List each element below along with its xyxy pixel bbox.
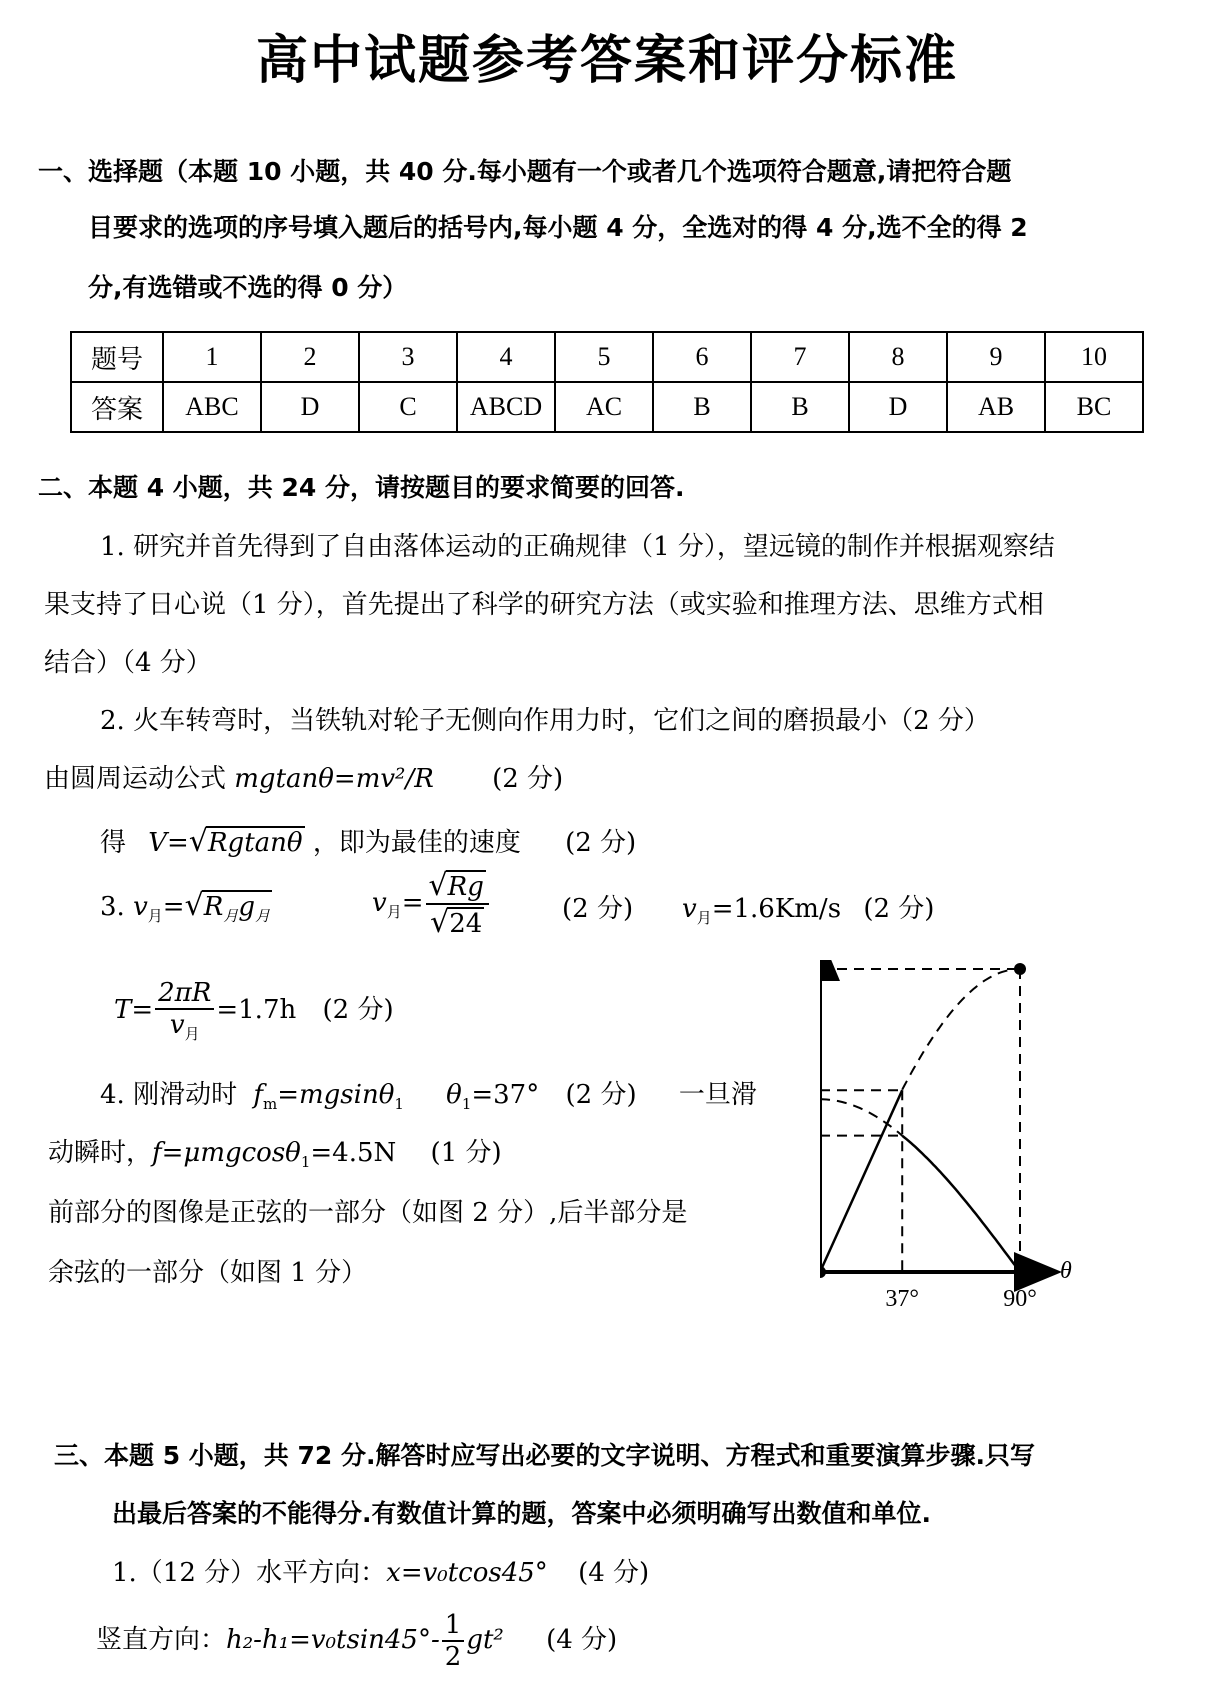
s3-q1-line2-prefix: 竖直方向： bbox=[96, 1625, 227, 1655]
q2-line3-score: (2 分) bbox=[565, 828, 637, 858]
q4-sub-1: 1 bbox=[394, 1095, 404, 1114]
answer-cell: B bbox=[653, 382, 751, 432]
q3-fraction bbox=[426, 868, 489, 940]
q2-line2-prefix: 由圆周运动公式 bbox=[44, 764, 227, 794]
q4-line1 bbox=[100, 1074, 757, 1113]
table-header-answer: 答案 bbox=[71, 382, 163, 432]
q4-fm: f bbox=[253, 1080, 263, 1110]
s3-q1-fraction bbox=[442, 1610, 465, 1672]
q4-line2-prefix: 动瞬时， bbox=[48, 1138, 153, 1168]
q3-v: v bbox=[682, 894, 697, 924]
q4-score2: (1 分) bbox=[430, 1138, 502, 1168]
q4-line3: 前部分的图像是正弦的一部分（如图 2 分）,后半部分是 bbox=[48, 1198, 688, 1228]
answer-cell: B bbox=[751, 382, 849, 432]
s3-q1-line2 bbox=[96, 1610, 617, 1672]
q3-v: v bbox=[372, 888, 387, 918]
answer-cell: ABCD bbox=[457, 382, 555, 432]
q2-line2-score: (2 分) bbox=[492, 764, 564, 794]
friction-chart bbox=[820, 960, 1190, 1410]
q3-r: R bbox=[203, 892, 224, 922]
q2-line3-radicand: Rgtanθ bbox=[207, 828, 303, 858]
question-number: 4 bbox=[457, 332, 555, 382]
q4-line2-value: =4.5N bbox=[310, 1138, 397, 1168]
section2-heading: 二、本题 4 小题，共 24 分，请按题目的要求简要的回答. bbox=[38, 473, 685, 502]
answer-table bbox=[70, 331, 1144, 433]
sqrt-sign: √ bbox=[430, 905, 450, 940]
question-number: 3 bbox=[359, 332, 457, 382]
q3-moon-sub: 月 bbox=[223, 907, 239, 926]
q3-T-fraction bbox=[155, 978, 214, 1044]
s3-q1-prefix: 1.（12 分）水平方向： bbox=[112, 1558, 387, 1588]
x-tick-label: 90° bbox=[1003, 1286, 1037, 1312]
q4-line1-prefix: 4. 刚滑动时 bbox=[100, 1080, 238, 1110]
q3-v: v bbox=[133, 892, 148, 922]
sqrt-sign: √ bbox=[188, 824, 208, 859]
static-friction-line bbox=[820, 1090, 902, 1272]
section1-line3: 分,有选错或不选的得 0 分） bbox=[88, 273, 408, 302]
q3-rad-den: 24 bbox=[449, 909, 483, 939]
question-number: 7 bbox=[751, 332, 849, 382]
answer-cell: BC bbox=[1045, 382, 1143, 432]
q4-line1-formula: =mgsinθ bbox=[277, 1080, 395, 1110]
q3-line1 bbox=[100, 888, 272, 926]
s3-q1-score: (4 分) bbox=[578, 1558, 650, 1588]
q3-radicand-1 bbox=[202, 890, 272, 926]
q4-score1: (2 分) bbox=[565, 1080, 637, 1110]
sqrt-sign: √ bbox=[428, 868, 448, 903]
section3-line2: 出最后答案的不能得分.有数值计算的题，答案中必须明确写出数值和单位. bbox=[112, 1499, 931, 1528]
q3-number: 3. bbox=[100, 892, 125, 922]
section1-line2: 目要求的选项的序号填入题后的括号内,每小题 4 分，全选对的得 4 分,选不全的得 2 bbox=[88, 213, 1028, 242]
q4-line4: 余弦的一部分（如图 1 分） bbox=[48, 1258, 368, 1288]
q3-formula-2 bbox=[372, 868, 491, 940]
section1-line1: 一、选择题（本题 10 小题，共 40 分.每小题有一个或者几个选项符合题意,请把符合题 bbox=[38, 157, 1012, 186]
question-number: 5 bbox=[555, 332, 653, 382]
q3-moon-sub: 月 bbox=[147, 907, 163, 926]
answer-cell: C bbox=[359, 382, 457, 432]
q3-result-value: =1.6Km/s bbox=[711, 894, 842, 924]
q4-line2 bbox=[48, 1132, 502, 1171]
question-number: 6 bbox=[653, 332, 751, 382]
q4-sub-1: 1 bbox=[461, 1095, 472, 1114]
x-axis-label: θ bbox=[1060, 1258, 1072, 1284]
answer-table-number-row bbox=[71, 332, 1143, 382]
q3-frac-num bbox=[426, 868, 489, 905]
section3-line1: 三、本题 5 小题，共 72 分.解答时应写出必要的文字说明、方程式和重要演算步骤.只写 bbox=[54, 1441, 1035, 1470]
answer-cell: ABC bbox=[163, 382, 261, 432]
answer-table-answer-row bbox=[71, 382, 1143, 432]
q3-frac-den bbox=[426, 905, 489, 940]
answer-cell: AC bbox=[555, 382, 653, 432]
sqrt-sign: √ bbox=[184, 888, 204, 923]
q4-tail: 一旦滑 bbox=[678, 1080, 757, 1110]
s3-q1-line2-tail: gt² bbox=[466, 1625, 504, 1655]
q4-sub-1: 1 bbox=[300, 1153, 311, 1172]
q2-line3-v: V= bbox=[148, 828, 189, 858]
q3-moon-sub: 月 bbox=[696, 909, 712, 928]
q2-line2 bbox=[44, 758, 563, 795]
q3-moon-sub: 月 bbox=[254, 907, 270, 926]
table-header-number: 题号 bbox=[71, 332, 163, 382]
q3-score1: (2 分) bbox=[562, 894, 634, 924]
q3-T-result: =1.7h bbox=[216, 995, 297, 1026]
data-point bbox=[1014, 963, 1026, 975]
s3-q1-line2-formula: h₂-h₁=v₀tsin45°- bbox=[226, 1625, 440, 1655]
q3-T-prefix: T= bbox=[114, 995, 154, 1026]
q3-result bbox=[682, 888, 934, 928]
q3-T-score: (2 分) bbox=[322, 995, 394, 1026]
origin-point bbox=[820, 1266, 826, 1278]
q4-sub-m: m bbox=[262, 1095, 278, 1114]
s3-q1-line2-score: (4 分) bbox=[546, 1625, 618, 1655]
q3-score2: (2 分) bbox=[863, 894, 935, 924]
q1-line1: 1. 研究并首先得到了自由落体运动的正确规律（1 分），望远镜的制作并根据观察结 bbox=[100, 532, 1055, 562]
q1-line2: 果支持了日心说（1 分），首先提出了科学的研究方法（或实验和推理方法、思维方式相 bbox=[44, 590, 1044, 620]
question-number: 10 bbox=[1045, 332, 1143, 382]
question-number: 2 bbox=[261, 332, 359, 382]
q3-T-num: 2πR bbox=[155, 978, 214, 1010]
x-tick-label: 37° bbox=[885, 1286, 920, 1312]
q2-formula: mgtanθ=mv²/R bbox=[234, 764, 434, 794]
q3-moon-sub: 月 bbox=[184, 1025, 200, 1044]
q4-line2-formula: f=μmgcosθ bbox=[152, 1138, 301, 1168]
s3-q1-formula: x=v₀tcos45° bbox=[386, 1558, 548, 1588]
q2-line3 bbox=[100, 822, 636, 859]
q3-moon-sub: 月 bbox=[386, 903, 402, 922]
s3-q1-line1 bbox=[112, 1552, 649, 1589]
q2-line3-prefix: 得 bbox=[100, 828, 127, 858]
q3-rad-num: Rg bbox=[447, 872, 484, 902]
q3-T-line bbox=[114, 978, 394, 1044]
q3-g: g bbox=[238, 892, 255, 922]
q3-eq: = bbox=[162, 892, 185, 922]
q2-line3-suffix: ，即为最佳的速度 bbox=[312, 828, 521, 858]
question-number: 8 bbox=[849, 332, 947, 382]
q4-theta: θ bbox=[446, 1080, 462, 1110]
q3-eq: = bbox=[401, 888, 424, 918]
q4-theta-value: =37° bbox=[471, 1080, 540, 1110]
question-number: 9 bbox=[947, 332, 1045, 382]
q1-line3: 结合）（4 分） bbox=[44, 648, 212, 678]
q3-T-den-v: v bbox=[169, 1010, 185, 1040]
question-number: 1 bbox=[163, 332, 261, 382]
page-title: 高中试题参考答案和评分标准 bbox=[255, 31, 958, 91]
answer-cell: D bbox=[849, 382, 947, 432]
s3-q1-frac-den: 2 bbox=[444, 1642, 462, 1672]
answer-cell: D bbox=[261, 382, 359, 432]
kinetic-friction-curve bbox=[902, 1136, 1020, 1272]
static-friction-extension bbox=[902, 969, 1020, 1090]
s3-q1-frac-num: 1 bbox=[442, 1610, 465, 1642]
q3-T-den bbox=[155, 1010, 214, 1044]
answer-cell: AB bbox=[947, 382, 1045, 432]
q2-line1: 2. 火车转弯时，当铁轨对轮子无侧向作用力时，它们之间的磨损最小（2 分） bbox=[100, 706, 990, 736]
